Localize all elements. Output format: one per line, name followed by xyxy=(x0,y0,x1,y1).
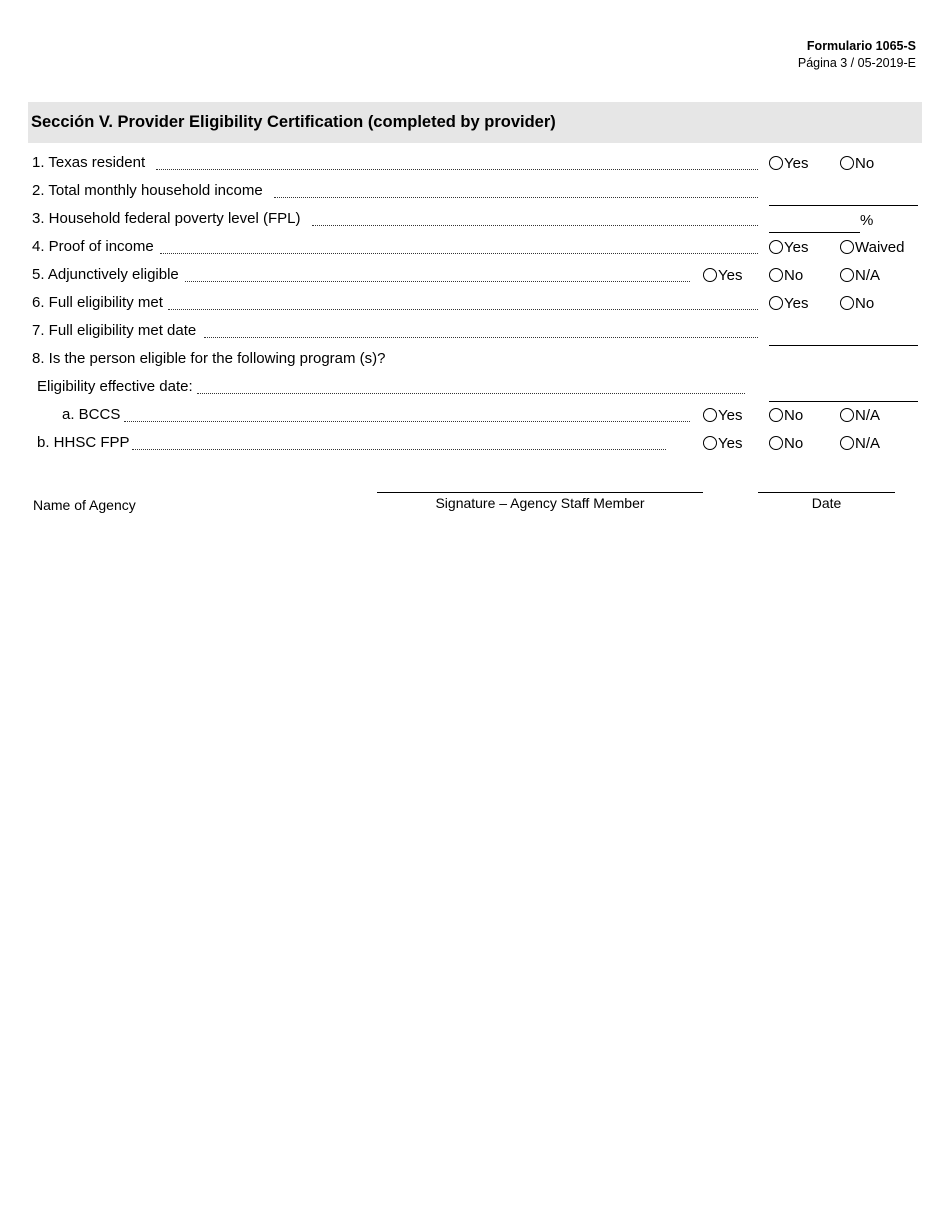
adjunctively-no-option[interactable] xyxy=(769,267,803,284)
option-label: No xyxy=(784,407,804,424)
radio-icon[interactable] xyxy=(703,268,717,282)
radio-icon[interactable] xyxy=(703,436,717,450)
date-label: Date xyxy=(811,495,842,511)
signature-field[interactable] xyxy=(377,492,703,493)
hhsc-fpp-label: b. HHSC FPP xyxy=(37,434,130,451)
hhsc-fpp-yes-option[interactable] xyxy=(703,435,742,452)
full-eligibility-date-field[interactable] xyxy=(769,345,918,346)
full-eligibility-date-label: 7. Full eligibility met date xyxy=(32,322,197,339)
full-eligibility-row xyxy=(32,294,912,318)
bccs-na-option[interactable] xyxy=(840,407,880,424)
option-label: No xyxy=(784,435,804,452)
form-number: Formulario 1065-S xyxy=(806,39,916,53)
proof-income-waived-option[interactable] xyxy=(840,239,904,256)
proof-income-row xyxy=(32,238,912,262)
adjunctively-yes-option[interactable] xyxy=(703,267,742,284)
monthly-income-row xyxy=(32,182,912,206)
effective-date-row xyxy=(37,378,917,402)
fpl-label: 3. Household federal poverty level (FPL) xyxy=(32,210,301,227)
option-label: Yes xyxy=(718,435,743,452)
dot-leader xyxy=(132,449,666,450)
monthly-income-field[interactable] xyxy=(769,205,918,206)
option-label: Yes xyxy=(784,155,809,172)
option-label: N/A xyxy=(855,407,881,424)
page-info: Página 3 / 05-2019-E xyxy=(797,56,916,70)
radio-icon[interactable] xyxy=(769,156,783,170)
radio-icon[interactable] xyxy=(840,436,854,450)
bccs-yes-option[interactable] xyxy=(703,407,742,424)
fpl-field[interactable] xyxy=(769,232,860,233)
radio-icon[interactable] xyxy=(769,240,783,254)
full-eligibility-no-option[interactable] xyxy=(840,295,874,312)
percent-unit: % xyxy=(860,212,874,229)
date-field[interactable] xyxy=(758,492,895,493)
form-header xyxy=(798,38,916,72)
bccs-no-option[interactable] xyxy=(769,407,803,424)
option-label: Yes xyxy=(718,267,743,284)
full-eligibility-label: 6. Full eligibility met xyxy=(32,294,163,311)
option-label: No xyxy=(855,155,875,172)
hhsc-fpp-no-option[interactable] xyxy=(769,435,803,452)
texas-resident-no-option[interactable] xyxy=(840,155,874,172)
radio-icon[interactable] xyxy=(840,268,854,282)
radio-icon[interactable] xyxy=(840,408,854,422)
option-label: Yes xyxy=(718,407,743,424)
radio-icon[interactable] xyxy=(840,296,854,310)
adjunctively-label: 5. Adjunctively eligible xyxy=(32,266,179,283)
radio-icon[interactable] xyxy=(769,296,783,310)
dot-leader xyxy=(156,169,758,170)
option-label: Yes xyxy=(784,295,809,312)
radio-icon[interactable] xyxy=(769,436,783,450)
bccs-label: a. BCCS xyxy=(62,406,121,423)
texas-resident-row xyxy=(32,154,912,178)
effective-date-field[interactable] xyxy=(769,401,918,402)
radio-icon[interactable] xyxy=(840,240,854,254)
dot-leader xyxy=(274,197,758,198)
dot-leader xyxy=(124,421,690,422)
bccs-row xyxy=(32,406,912,430)
option-label: No xyxy=(855,295,875,312)
dot-leader xyxy=(168,309,758,310)
hhsc-fpp-row xyxy=(32,434,912,458)
dot-leader xyxy=(312,225,758,226)
program-question-label: 8. Is the person eligible for the following program (s)? xyxy=(32,350,386,367)
proof-income-yes-option[interactable] xyxy=(769,239,808,256)
radio-icon[interactable] xyxy=(769,268,783,282)
option-label: Yes xyxy=(784,239,809,256)
dot-leader xyxy=(204,337,758,338)
proof-income-label: 4. Proof of income xyxy=(32,238,154,255)
agency-name-label: Name of Agency xyxy=(33,497,136,513)
signature-label: Signature – Agency Staff Member xyxy=(435,495,645,511)
option-label: Waived xyxy=(855,239,905,256)
fpl-row xyxy=(32,210,912,234)
hhsc-fpp-na-option[interactable] xyxy=(840,435,880,452)
dot-leader xyxy=(160,253,758,254)
section-title: Sección V. Provider Eligibility Certification (completed by provider) xyxy=(31,113,556,131)
texas-resident-label: 1. Texas resident xyxy=(32,154,146,171)
radio-icon[interactable] xyxy=(769,408,783,422)
adjunctively-row xyxy=(32,266,912,290)
program-question-row xyxy=(32,350,912,374)
full-eligibility-date-row xyxy=(32,322,912,346)
option-label: N/A xyxy=(855,435,881,452)
dot-leader xyxy=(185,281,690,282)
adjunctively-na-option[interactable] xyxy=(840,267,880,284)
radio-icon[interactable] xyxy=(840,156,854,170)
section-header xyxy=(28,102,922,143)
full-eligibility-yes-option[interactable] xyxy=(769,295,808,312)
radio-icon[interactable] xyxy=(703,408,717,422)
dot-leader xyxy=(197,393,745,394)
option-label: No xyxy=(784,267,804,284)
texas-resident-yes-option[interactable] xyxy=(769,155,808,172)
option-label: N/A xyxy=(855,267,881,284)
effective-date-label: Eligibility effective date: xyxy=(37,378,193,395)
monthly-income-label: 2. Total monthly household income xyxy=(32,182,263,199)
